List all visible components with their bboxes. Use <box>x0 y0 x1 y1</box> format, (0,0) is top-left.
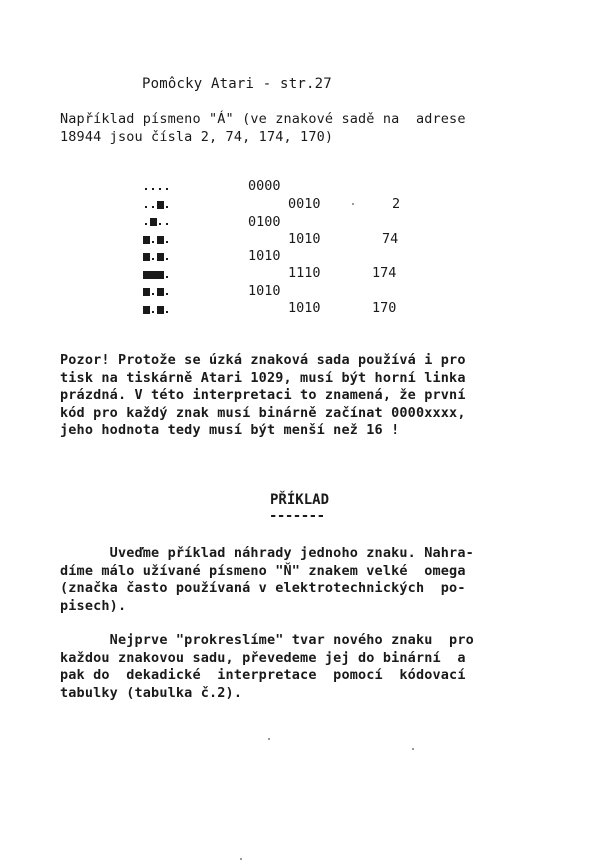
bit-row-1: 0010 <box>288 196 321 212</box>
bit-row-4: 1010 <box>248 248 281 264</box>
glyph-pixel-off <box>152 206 154 208</box>
bit-row-2: 0100 <box>248 214 281 230</box>
bit-row-6: 1010 <box>248 283 281 299</box>
warning-line: kód pro každý znak musí binárně začínat 0000xxxx, <box>60 404 466 421</box>
decimal-value: 170 <box>372 300 397 316</box>
warning-paragraph <box>60 352 580 440</box>
glyph-pixel-off <box>166 276 168 278</box>
paragraph-line: Nejprve "prokreslíme" tvar nového znaku pro <box>60 632 474 648</box>
paragraph-line: tabulky (tabulka č.2). <box>60 684 243 701</box>
glyph-pixel-on <box>143 253 150 261</box>
glyph-pixel-on <box>143 288 150 296</box>
warning-line: prázdná. V této interpretaci to znamená, že první <box>60 387 466 403</box>
glyph-pixel-off <box>159 188 161 190</box>
glyph-pixel-off <box>159 223 161 225</box>
glyph-pixel-on <box>157 236 164 244</box>
example-paragraph <box>60 545 580 615</box>
intro-line: Například písmeno "Á" (ve znakové sadě na adrese <box>60 111 466 127</box>
glyph-pixel-on <box>143 236 150 244</box>
decimal-value: 2 <box>392 196 401 212</box>
glyph-pixel-off <box>152 258 154 260</box>
glyph-pixel-off <box>152 188 154 190</box>
glyph-pixel-on <box>143 306 150 314</box>
glyph-pixel-off <box>166 293 168 295</box>
glyph-pixel-on <box>150 271 157 279</box>
warning-line: Pozor! Protože se úzká znaková sada používá i pro <box>60 352 466 368</box>
paragraph-line: (značka často používaná v elektrotechnických po- <box>60 580 466 596</box>
scan-speck <box>268 738 270 740</box>
paragraph-line: Uveďme příklad náhrady jednoho znaku. Nahra- <box>60 545 474 561</box>
glyph-pixel-on <box>157 288 164 296</box>
bit-row-5: 1110 <box>288 265 321 281</box>
glyph-pixel-on <box>157 306 164 314</box>
glyph-pixel-off <box>152 311 154 313</box>
scan-speck <box>240 858 242 860</box>
paragraph-line: pak do dekadické interpretace pomocí kódovací <box>60 667 466 683</box>
intro-line: 18944 jsou čísla 2, 74, 174, 170) <box>60 128 334 145</box>
glyph-pixel-off <box>166 258 168 260</box>
glyph-pixel-on <box>150 218 157 226</box>
paragraph-line: pisech). <box>60 597 127 614</box>
glyph-pixel-on <box>157 271 164 279</box>
glyph-pixel-off <box>145 188 147 190</box>
bit-row-3: 1010 <box>288 231 321 247</box>
section-underline: ------- <box>269 508 325 524</box>
glyph-pixel-on <box>157 201 164 209</box>
glyph-pixel-on <box>143 271 150 279</box>
warning-line: tisk na tiskárně Atari 1029, musí být horní linka <box>60 369 466 386</box>
glyph-pixel-off <box>152 241 154 243</box>
procedure-paragraph <box>60 632 580 702</box>
decimal-value: 174 <box>372 265 397 281</box>
paragraph-line: díme málo užívané písmeno "Ň" znakem velké omega <box>60 562 466 579</box>
scan-speck <box>412 748 414 750</box>
bit-row-7: 1010 <box>288 300 321 316</box>
glyph-pixel-on <box>157 253 164 261</box>
warning-line: jeho hodnota tedy musí být menší než 16 ! <box>60 422 400 438</box>
character-bit-table <box>0 0 600 330</box>
page-header: Pomôcky Atari - str.27 <box>142 76 332 92</box>
bit-row-0: 0000 <box>248 178 281 194</box>
glyph-pixel-off <box>152 293 154 295</box>
glyph-pixel-off <box>145 223 147 225</box>
scan-speck <box>352 203 354 205</box>
glyph-pixel-off <box>145 206 147 208</box>
section-title: PŘÍKLAD <box>270 492 330 508</box>
decimal-value: 74 <box>382 231 399 247</box>
glyph-pixel-off <box>166 311 168 313</box>
paragraph-line: každou znakovou sadu, převedeme jej do binární a <box>60 649 466 666</box>
glyph-pixel-off <box>166 206 168 208</box>
glyph-pixel-off <box>166 241 168 243</box>
glyph-pixel-off <box>166 223 168 225</box>
glyph-pixel-off <box>166 188 168 190</box>
